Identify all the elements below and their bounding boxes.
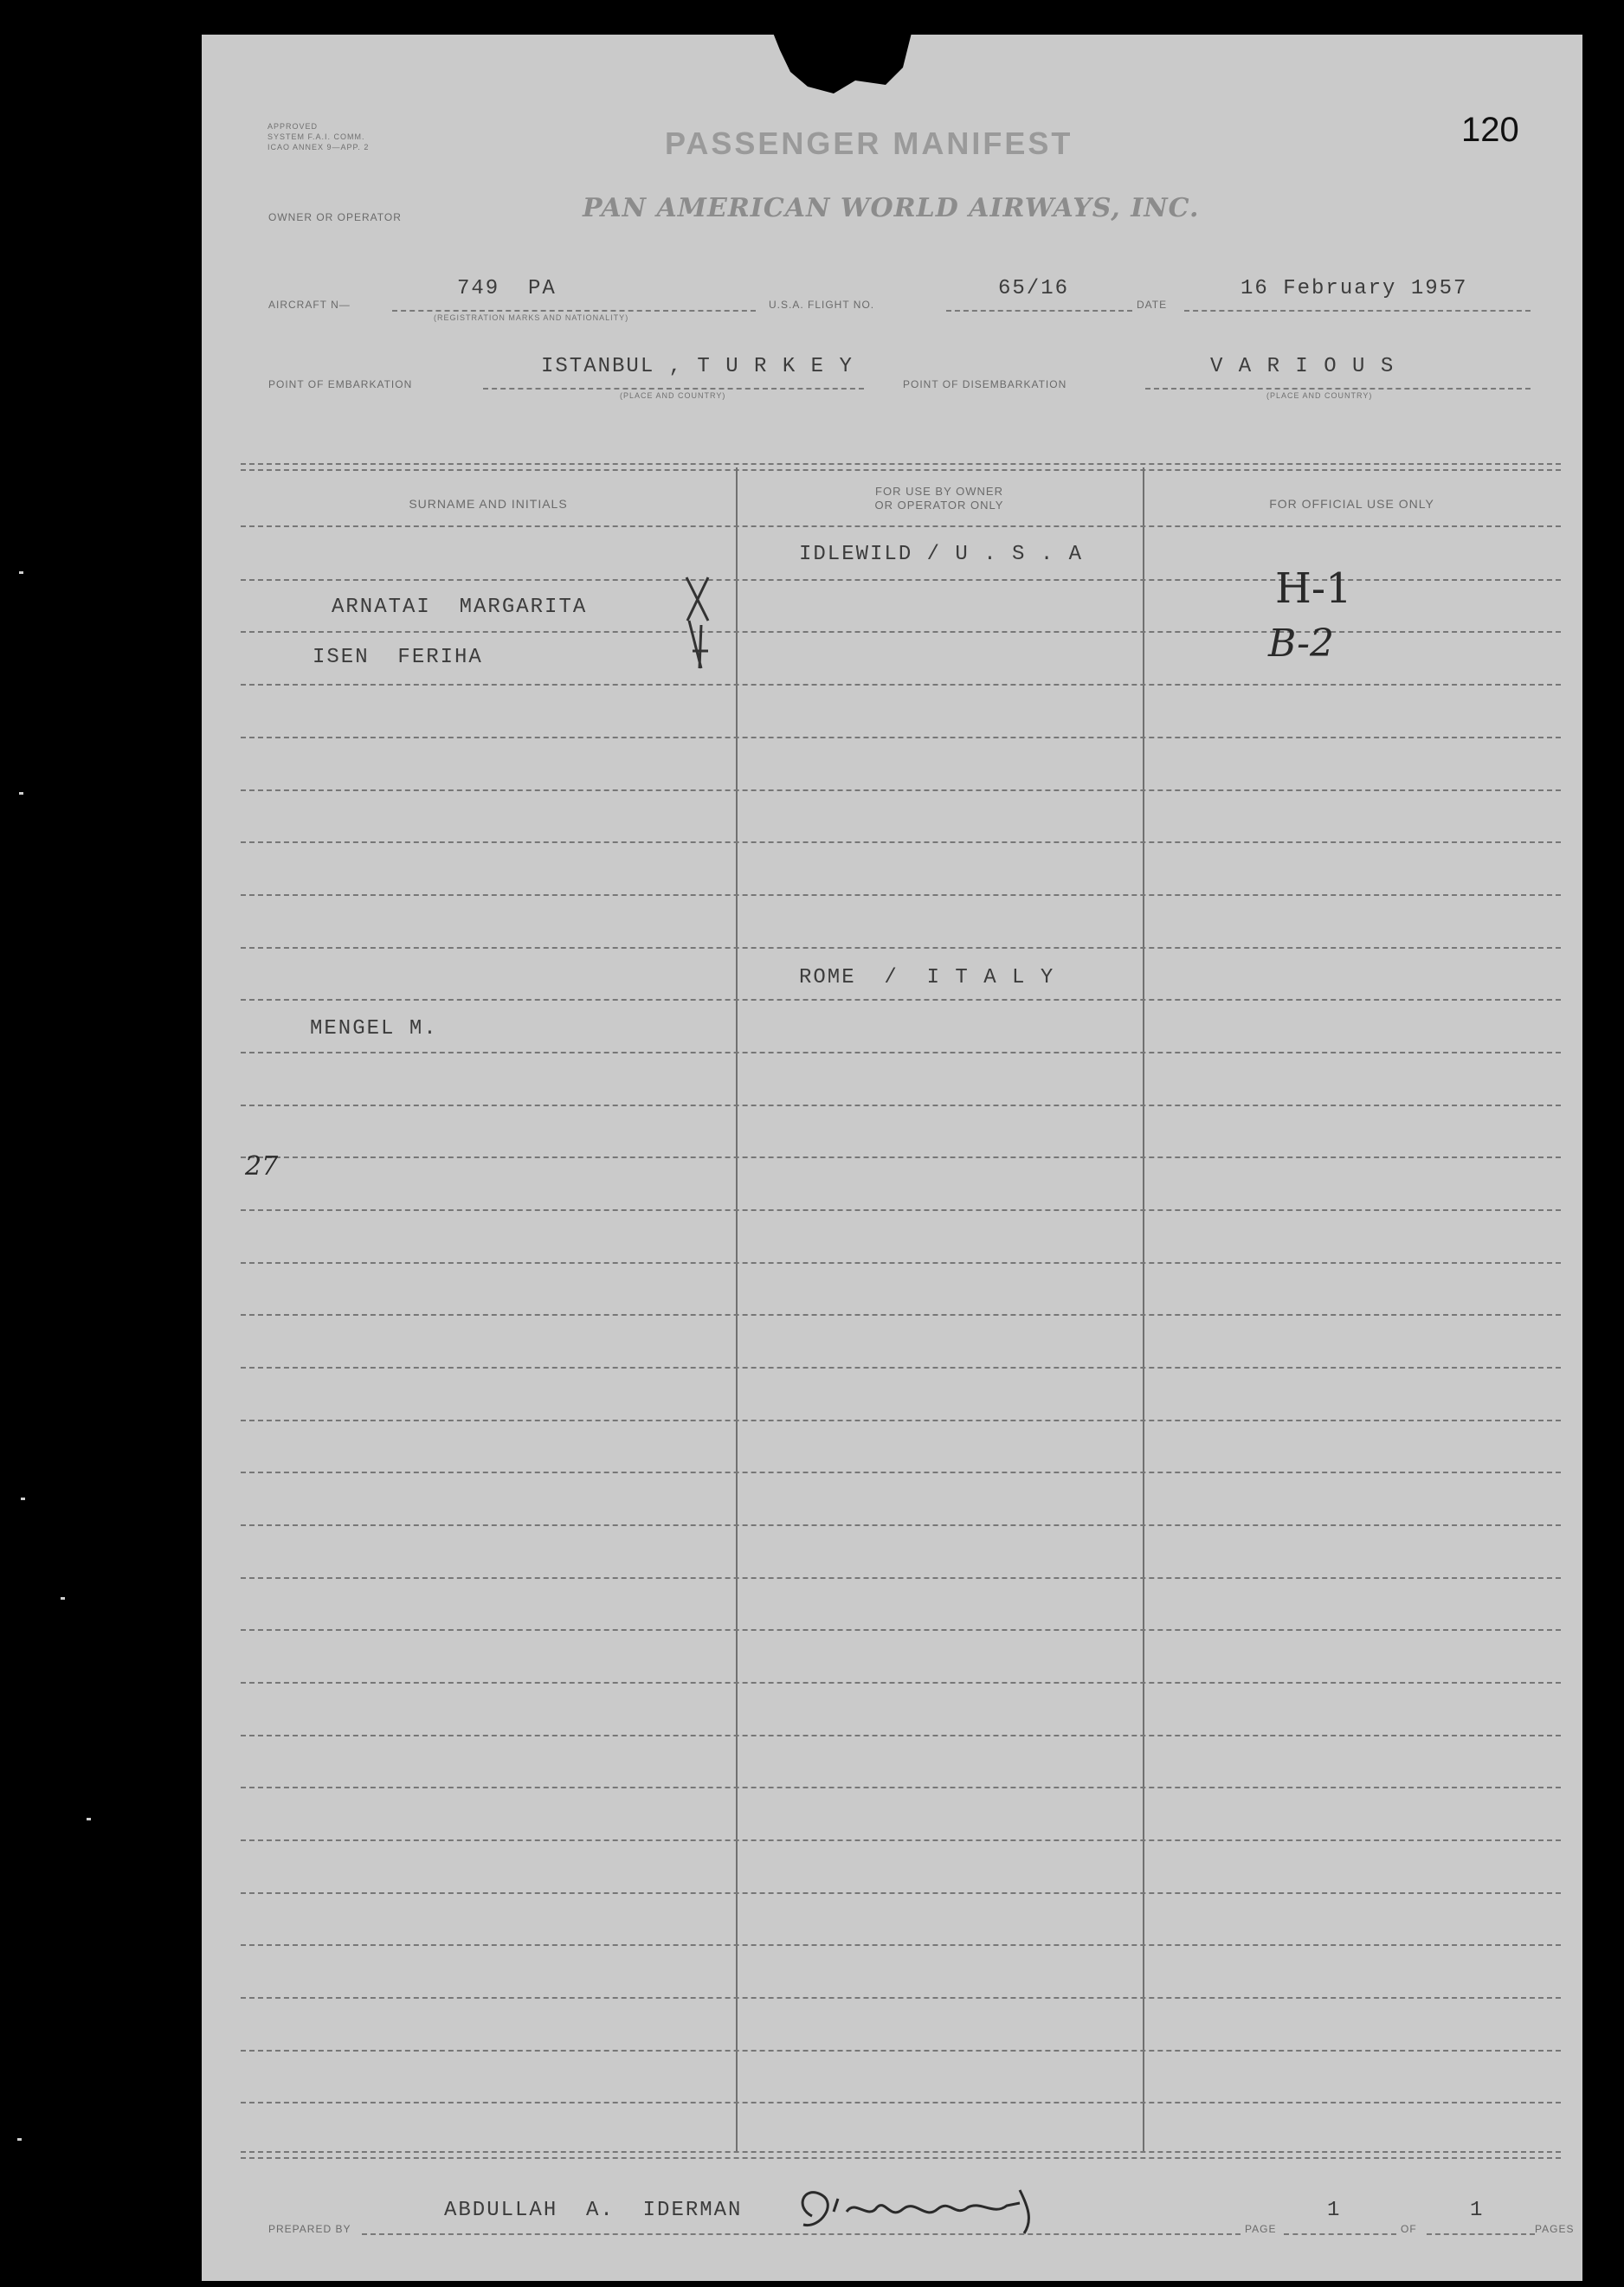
of-label: OF <box>1401 2223 1417 2235</box>
owner-label: OWNER OR OPERATOR <box>268 211 402 223</box>
flight-value: 65/16 <box>998 277 1070 300</box>
passenger-row: ISEN FERIHA <box>313 646 483 669</box>
disembarkation-sublabel: (PLACE AND COUNTRY) <box>1266 391 1373 400</box>
aircraft-label: AIRCRAFT N— <box>268 299 351 311</box>
page-label: PAGE <box>1245 2223 1277 2235</box>
embarkation-label: POINT OF EMBARKATION <box>268 378 413 390</box>
column-header-surname: SURNAME AND INITIALS <box>409 497 568 511</box>
destination-rome: ROME / I T A L Y <box>799 966 1055 989</box>
page-value: 1 <box>1327 2199 1342 2222</box>
passenger-row: MENGEL M. <box>310 1017 438 1040</box>
signature <box>786 2181 1072 2242</box>
disembarkation-value: V A R I O U S <box>1210 355 1395 378</box>
owner-use-line-2: OR OPERATOR ONLY <box>874 499 1004 512</box>
manifest-sheet <box>202 35 1582 2281</box>
owner-value: PAN AMERICAN WORLD AIRWAYS, INC. <box>583 193 1200 223</box>
column-header-official-use: FOR OFFICIAL USE ONLY <box>1269 497 1434 511</box>
aircraft-value: 749 PA <box>457 277 557 300</box>
embarkation-sublabel: (PLACE AND COUNTRY) <box>620 391 726 400</box>
prepared-label: PREPARED BY <box>268 2223 351 2235</box>
prepared-value: ABDULLAH A. IDERMAN <box>444 2199 743 2222</box>
date-value: 16 February 1957 <box>1241 277 1468 300</box>
form-title: PASSENGER MANIFEST <box>665 126 1073 161</box>
approval-line-2: SYSTEM F.A.I. COMM. <box>267 132 365 141</box>
official-code-2: B-2 <box>1268 622 1335 666</box>
owner-use-line-1: FOR USE BY OWNER <box>875 485 1003 498</box>
disembarkation-label: POINT OF DISEMBARKATION <box>903 378 1067 390</box>
approval-line-1: APPROVED <box>267 122 319 131</box>
handwritten-checkmarks <box>682 573 717 677</box>
destination-idlewild: IDLEWILD / U . S . A <box>799 543 1084 566</box>
torn-edge <box>773 33 912 106</box>
page-number: 120 <box>1461 111 1519 149</box>
column-header-owner-use <box>736 485 1143 512</box>
approval-line-3: ICAO ANNEX 9—APP. 2 <box>267 143 370 151</box>
flight-label: U.S.A. FLIGHT NO. <box>769 299 875 311</box>
margin-note: 27 <box>245 1151 279 1182</box>
of-value: 1 <box>1470 2199 1485 2222</box>
date-label: DATE <box>1137 299 1168 311</box>
embarkation-value: ISTANBUL , T U R K E Y <box>541 355 854 378</box>
passenger-row: ARNATAI MARGARITA <box>332 596 588 619</box>
aircraft-sublabel: (REGISTRATION MARKS AND NATIONALITY) <box>434 313 629 322</box>
approval-block <box>267 121 369 152</box>
official-code-1: H-1 <box>1275 564 1352 613</box>
pages-label: PAGES <box>1535 2223 1575 2235</box>
